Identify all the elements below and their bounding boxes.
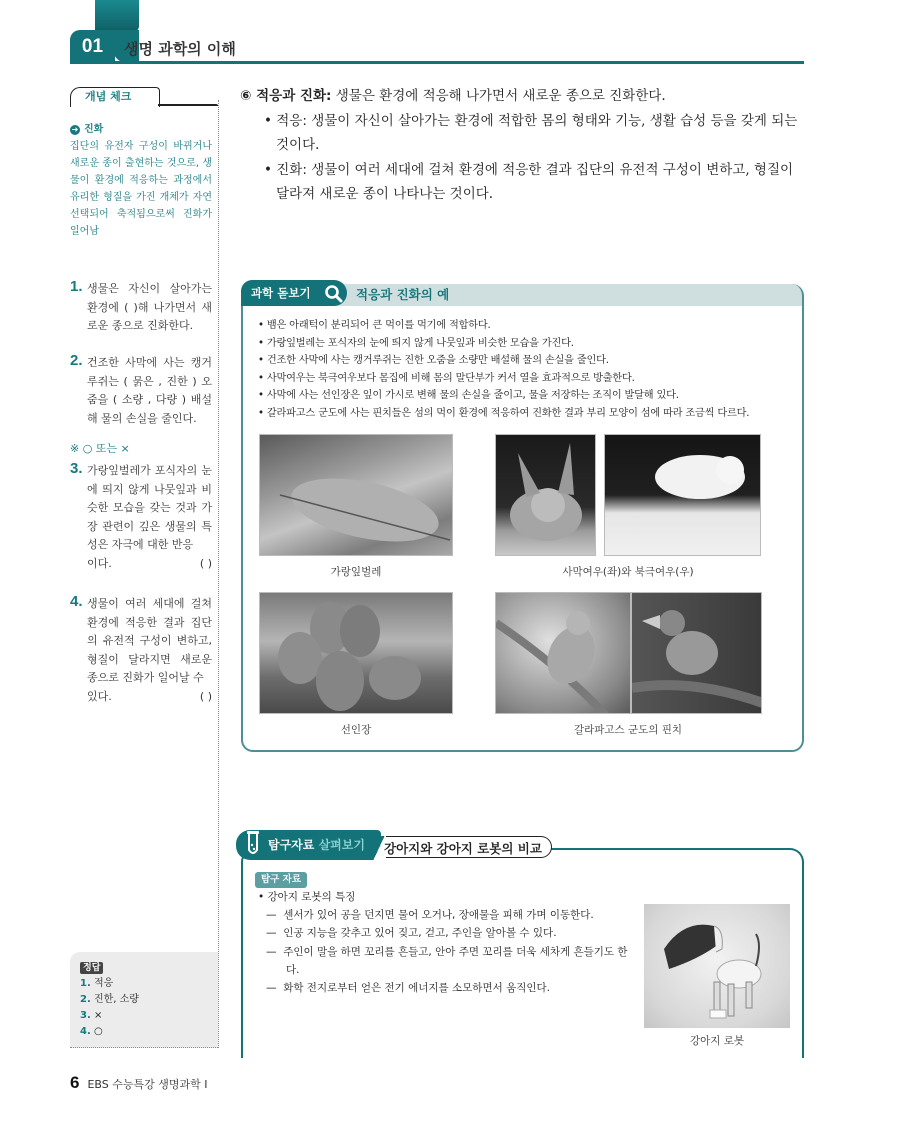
list-item-text: 갈라파고스 군도에 사는 핀치들은 섬의 먹이 환경에 적응하여 진화한 결과 부리 모양이 섬에 따라 조금씩 다르다. — [266, 407, 750, 419]
list-item: • 사막여우는 북극여우보다 몸집에 비해 몸의 말단부가 커서 열을 효과적으로 방출한다. — [258, 372, 635, 384]
concept-check-body — [70, 121, 212, 240]
leaf-insect-caption: 가랑잎벌레 — [330, 566, 382, 578]
inquiry-tag-sub: 살펴보기 — [318, 838, 365, 852]
section-title: ⑥ 적응과 진화: — [240, 88, 332, 104]
bullet-evolution: • 진화: 생물이 여러 세대에 걸쳐 환경에 적응한 결과 집단의 유전적 구성이 변하고, 형질이 달라져 새로운 종이 나타나는 것이다. — [264, 161, 794, 202]
answer-item — [80, 1024, 208, 1040]
quiz-tail: 이다. — [87, 556, 112, 570]
foxes-caption: 사막여우(좌)와 북극여우(우) — [562, 566, 694, 578]
inquiry-heading: • 강아지 로봇의 특징 — [258, 891, 356, 903]
bullet-text: 생물이 자신이 살아가는 환경에 적합한 몸의 형태와 기능, 생활 습성 등을 갖게 되는 것이다. — [276, 112, 798, 153]
quiz-number: 4. — [70, 593, 83, 610]
inquiry-list — [258, 888, 638, 997]
fennec-fox-photo — [495, 434, 596, 556]
list-item: • 가랑잎벌레는 포식자의 눈에 띄지 않게 나뭇잎과 비슷한 모습을 가진다. — [258, 337, 574, 349]
answer-item — [80, 976, 208, 992]
section-text: 생물은 환경에 적응해 나가면서 새로운 종으로 진화한다. — [335, 88, 666, 104]
quiz-text: 생물이 여러 세대에 걸쳐 환경에 적응한 결과 집단의 유전적 구성이 변하고, 형질이 달라지면 새로운 종으로 진화가 일어날 수 — [87, 597, 212, 684]
answer-label: 정답 — [80, 962, 103, 974]
page-number: 6 — [70, 1073, 80, 1092]
chapter-number: 01 — [70, 30, 115, 63]
list-item-text: 건조한 사막에 사는 캥거루쥐는 진한 오줌을 소량만 배설해 물의 손실을 줄인다. — [266, 355, 609, 366]
quiz-text: 건조한 사막에 사는 캥거루쥐는 ( 묽은 , 진한 ) 오줌을 ( 소량 , 다량 ) 배설해 물의 손실을 줄인다. — [87, 356, 212, 425]
main-section — [240, 84, 806, 207]
book-title: EBS 수능특강 생명과학 Ⅰ — [87, 1078, 208, 1091]
answer-item — [80, 992, 208, 1008]
list-item: — 화학 전지로부터 얻은 전기 에너지를 소모하면서 움직인다. — [266, 982, 550, 995]
inquiry-tag-main: 탐구자료 — [268, 838, 315, 852]
section-heading — [240, 84, 806, 109]
answer-number: 4. — [80, 1026, 91, 1037]
bullet-term: 진화: — [276, 161, 307, 178]
list-item: • 갈라파고스 군도에 사는 핀치들은 섬의 먹이 환경에 적응하여 진화한 결과 부리 모양이 섬에 따라 조금씩 다르다. — [258, 407, 750, 419]
quiz-item-2 — [70, 354, 212, 428]
quiz-number: 2. — [70, 352, 83, 369]
answer-item — [80, 1008, 208, 1024]
concept-term — [70, 121, 212, 138]
finch-right-photo — [631, 592, 762, 714]
quiz-tail: 있다. — [87, 689, 112, 703]
chapter-title: 생명 과학의 이해 — [124, 40, 236, 58]
answer-number: 2. — [80, 994, 91, 1005]
quiz-item-4 — [70, 595, 212, 706]
quiz-answer-blank[interactable]: ( ) — [199, 556, 212, 570]
answer-text: ○ — [93, 1026, 103, 1037]
list-item-text: 인공 지능을 갖추고 있어 짖고, 걷고, 주인을 알아볼 수 있다. — [283, 927, 557, 940]
science-box-tag: 과학 돋보기 — [241, 280, 347, 306]
list-item-text: 센서가 있어 공을 던지면 물어 오거나, 장애물을 피해 가며 이동한다. — [283, 909, 594, 922]
header-divider — [70, 61, 804, 64]
list-item: — 센서가 있어 공을 던지면 물어 오거나, 장애물을 피해 가며 이동한다. — [266, 909, 594, 922]
leaf-insect-photo — [259, 434, 453, 556]
quiz-text: 생물은 자신이 살아가는 환경에 ( )해 나가면서 새로운 종으로 진화한다. — [87, 282, 212, 332]
list-item: • 뱀은 아래턱이 분리되어 큰 먹이를 먹기에 적합하다. — [258, 320, 491, 331]
list-item-text: 뱀은 아래턱이 분리되어 큰 먹이를 먹기에 적합하다. — [266, 320, 491, 331]
answer-number: 3. — [80, 1010, 91, 1021]
cactus-photo — [259, 592, 453, 714]
concept-definition: 집단의 유전자 구성이 바뀌거나 새로운 종이 출현하는 것으로, 생물이 환경에 적응하는 과정에서 유리한 형질을 가진 개체가 자연 선택되어 축적됨으로써 진화가 일어남 — [70, 141, 212, 237]
concept-check-line — [158, 104, 218, 106]
list-item-text: 사막여우는 북극여우보다 몸집에 비해 몸의 말단부가 커서 열을 효과적으로 방출한다. — [266, 372, 635, 384]
quiz-number: 3. — [70, 460, 83, 477]
finch-left-photo — [495, 592, 631, 714]
arrow-right-icon: ➜ — [71, 124, 79, 134]
list-item: • 건조한 사막에 사는 캥거루쥐는 진한 오줌을 소량만 배설해 물의 손실을 줄인다. — [258, 355, 609, 366]
quiz-item-1 — [70, 280, 212, 336]
quiz-instruction: ※ ○ 또는 × — [70, 442, 130, 455]
finches-caption: 갈라파고스 군도의 핀치 — [573, 724, 683, 736]
chapter-tab-decoration — [95, 0, 139, 32]
science-box-title: 적응과 진화의 예 — [356, 287, 450, 302]
robot-dog-caption: 강아지 로봇 — [689, 1035, 745, 1047]
list-item-text: 화학 전지로부터 얻은 전기 에너지를 소모하면서 움직인다. — [283, 982, 550, 995]
list-item-text: 가랑잎벌레는 포식자의 눈에 띄지 않게 나뭇잎과 비슷한 모습을 가진다. — [266, 337, 574, 349]
page-footer — [70, 1073, 208, 1093]
quiz-item-3 — [70, 462, 212, 573]
bullet-term: 적응: — [276, 112, 307, 129]
concept-term-text: 진화 — [84, 124, 104, 135]
list-item: • 사막에 사는 선인장은 잎이 가시로 변해 물의 손실을 줄이고, 물을 저장하는 조직이 발달해 있다. — [258, 390, 679, 401]
cactus-caption: 선인장 — [340, 724, 372, 736]
list-item-text: 주인이 말을 하면 꼬리를 흔들고, 안아 주면 꼬리를 더욱 세차게 흔들기도 한다. — [283, 945, 628, 976]
bullet-adaptation: • 적응: 생물이 자신이 살아가는 환경에 적합한 몸의 형태와 기능, 생활 습성 등을 갖게 되는 것이다. — [264, 112, 798, 153]
inquiry-heading-text: 강아지 로봇의 특징 — [267, 891, 356, 903]
arctic-fox-photo — [604, 434, 761, 556]
answer-number: 1. — [80, 978, 91, 989]
inquiry-box-title: 강아지와 강아지 로봇의 비교 — [384, 841, 542, 856]
sidebar-divider — [218, 100, 219, 1048]
inquiry-material-chip: 탐구 자료 — [255, 872, 307, 888]
answer-box — [70, 952, 218, 1048]
test-tube-icon — [245, 830, 261, 856]
list-item: — 인공 지능을 갖추고 있어 짖고, 걷고, 주인을 알아볼 수 있다. — [266, 927, 557, 940]
answer-text: × — [93, 1010, 103, 1021]
quiz-answer-line — [70, 555, 212, 574]
science-box-list — [258, 317, 798, 422]
list-item: — 주인이 말을 하면 꼬리를 흔들고, 안아 주면 꼬리를 더욱 세차게 흔들기도 한다. — [266, 945, 628, 976]
quiz-answer-line — [70, 688, 212, 707]
magnifier-icon — [323, 284, 345, 304]
quiz-answer-blank[interactable]: ( ) — [199, 689, 212, 703]
robot-dog-photo — [644, 904, 790, 1028]
list-item-text: 사막에 사는 선인장은 잎이 가시로 변해 물의 손실을 줄이고, 물을 저장하는 조직이 발달해 있다. — [266, 390, 679, 401]
quiz-number: 1. — [70, 278, 83, 295]
quiz-text: 가랑잎벌레가 포식자의 눈에 띄지 않게 나뭇잎과 비슷한 모습을 갖는 것과 가장 관련이 깊은 생물의 특성은 자극에 대한 반응 — [87, 464, 212, 551]
answer-text: 적응 — [93, 978, 114, 989]
answer-text: 진한, 소량 — [93, 994, 139, 1005]
bullet-text: 생물이 여러 세대에 걸쳐 환경에 적응한 결과 집단의 유전적 구성이 변하고, 형질이 달라져 새로운 종이 나타나는 것이다. — [276, 161, 794, 202]
concept-check-label: 개념 체크 — [70, 87, 160, 107]
